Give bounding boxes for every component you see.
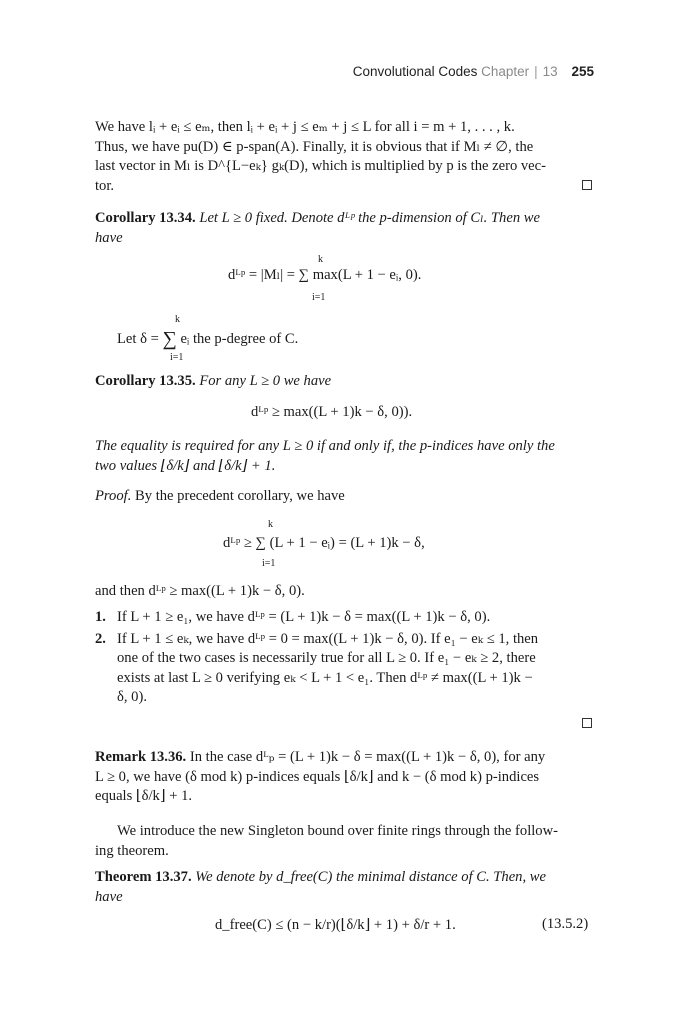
proof-then-line: and then dᴸᵖ ≥ max((L + 1)k − δ, 0). [95, 583, 305, 599]
sum-lower-limit: i=1 [312, 292, 326, 303]
proof-sum-upper-limit: k [268, 519, 273, 530]
proof-qed-box [582, 718, 592, 728]
proof-case-1 [95, 608, 595, 628]
equality-line-2: two values ⌊δ/k⌋ and ⌊δ/k⌋ + 1. [95, 457, 276, 474]
theorem-line-2: have [95, 888, 123, 905]
intro-line-3: last vector in Mₗ is D^{L−eₖ} gₖ(D), which is multiplied by p is the zero vec- [95, 158, 546, 174]
corollary-13-35-equation: dᴸᵖ ≥ max((L + 1)k − δ, 0)). [251, 404, 413, 420]
remark-13-36-label: Remark 13.36. [95, 749, 187, 765]
delta-definition-prefix: Let δ = [117, 331, 159, 347]
proof-equation: dᴸᵖ ≥ ∑ (L + 1 − eᵢ) = (L + 1)k − δ, [223, 535, 425, 551]
corollary-13-34-statement-line-1: Let L ≥ 0 fixed. Denote dᴸᵖ the p-dimension of Cₗ. Then we [199, 210, 540, 226]
remark-13-36 [95, 748, 595, 807]
intro-line-4: tor. [95, 177, 115, 194]
theorem-intro-line-1: We introduce the new Singleton bound over finite rings through the follow- [117, 823, 559, 839]
sum-symbol: ∑ [162, 328, 177, 350]
corollary-13-34 [95, 209, 595, 248]
theorem-13-37 [95, 868, 595, 907]
delta-definition-suffix: eᵢ the p-degree of C. [180, 331, 299, 347]
theorem-13-37-equation: d_free(C) ≤ (n − k/r)(⌊δ/k⌋ + 1) + δ/r + 1. [215, 917, 456, 933]
proof-intro [95, 487, 595, 507]
intro-line-2: Thus, we have pu(D) ∈ p-span(A). Finally, it is obvious that if Mₗ ≠ ∅, the [95, 138, 534, 155]
theorem-intro-line-2: ing theorem. [95, 842, 169, 859]
header-title: Convolutional Codes [352, 64, 478, 79]
proof-sum-lower-limit: i=1 [262, 558, 276, 569]
case-1-text: If L + 1 ≥ e₁, we have dᴸᵖ = (L + 1)k − δ = max((L + 1)k − δ, 0). [117, 609, 491, 625]
delta-definition [117, 328, 298, 351]
header-chapter-label: Chapter [481, 64, 530, 79]
delta-sum-lower-limit: i=1 [170, 352, 184, 363]
corollary-13-35 [95, 372, 595, 392]
equation-number: (13.5.2) [542, 916, 589, 932]
proof-case-2 [95, 630, 595, 708]
case-2-line-1: If L + 1 ≤ eₖ, we have dᴸᵖ = 0 = max((L + 1)k − δ, 0). If e₁ − eₖ ≤ 1, then [117, 630, 539, 647]
corollary-13-35-statement: For any L ≥ 0 we have [199, 373, 332, 389]
proof-label: Proof. [95, 488, 132, 504]
running-header [353, 64, 594, 79]
remark-line-1: In the case dᴸₚ = (L + 1)k − δ = max((L + 1)k − δ, 0), for any [189, 749, 546, 765]
intro-paragraph [95, 118, 595, 196]
proof-text: By the precedent corollary, we have [135, 488, 345, 504]
corollary-13-34-label: Corollary 13.34. [95, 210, 196, 226]
header-chapter-number: 13 [542, 64, 558, 79]
remark-line-2: L ≥ 0, we have (δ mod k) p-indices equals ⌊δ/k⌋ and k − (δ mod k) p-indices [95, 768, 540, 785]
corollary-13-34-equation: dᴸᵖ = |Mₗ| = ∑ max(L + 1 − eᵢ, 0). [228, 267, 422, 283]
case-2-number: 2. [95, 630, 106, 647]
page-number: 255 [571, 64, 594, 79]
corollary-13-34-statement-line-2: have [95, 229, 123, 246]
header-separator: | [534, 64, 538, 79]
equality-line-1: The equality is required for any L ≥ 0 if and only if, the p-indices have only the [95, 438, 555, 454]
theorem-13-37-label: Theorem 13.37. [95, 869, 192, 885]
theorem-intro-paragraph [95, 822, 595, 861]
corollary-13-35-equality-condition [95, 437, 595, 476]
case-2-line-2: one of the two cases is necessarily true for all L ≥ 0. If e₁ − eₖ ≥ 2, there [117, 650, 536, 666]
case-2-line-3: exists at last L ≥ 0 verifying eₖ < L + 1 < e₁. Then dᴸᵖ ≠ max((L + 1)k − [117, 669, 533, 686]
qed-box [582, 180, 592, 190]
theorem-line-1: We denote by d_free(C) the minimal distance of C. Then, we [195, 869, 546, 885]
corollary-13-35-label: Corollary 13.35. [95, 373, 196, 389]
intro-line-1: We have lᵢ + eᵢ ≤ eₘ, then lᵢ + eᵢ + j ≤ eₘ + j ≤ L for all i = m + 1, . . . , k. [95, 119, 515, 135]
case-2-line-4: δ, 0). [117, 689, 147, 705]
sum-upper-limit: k [318, 254, 323, 265]
case-1-number: 1. [95, 609, 106, 625]
remark-line-3: equals ⌊δ/k⌋ + 1. [95, 788, 193, 804]
proof-case-list [95, 608, 595, 708]
delta-sum-upper-limit: k [175, 314, 180, 325]
